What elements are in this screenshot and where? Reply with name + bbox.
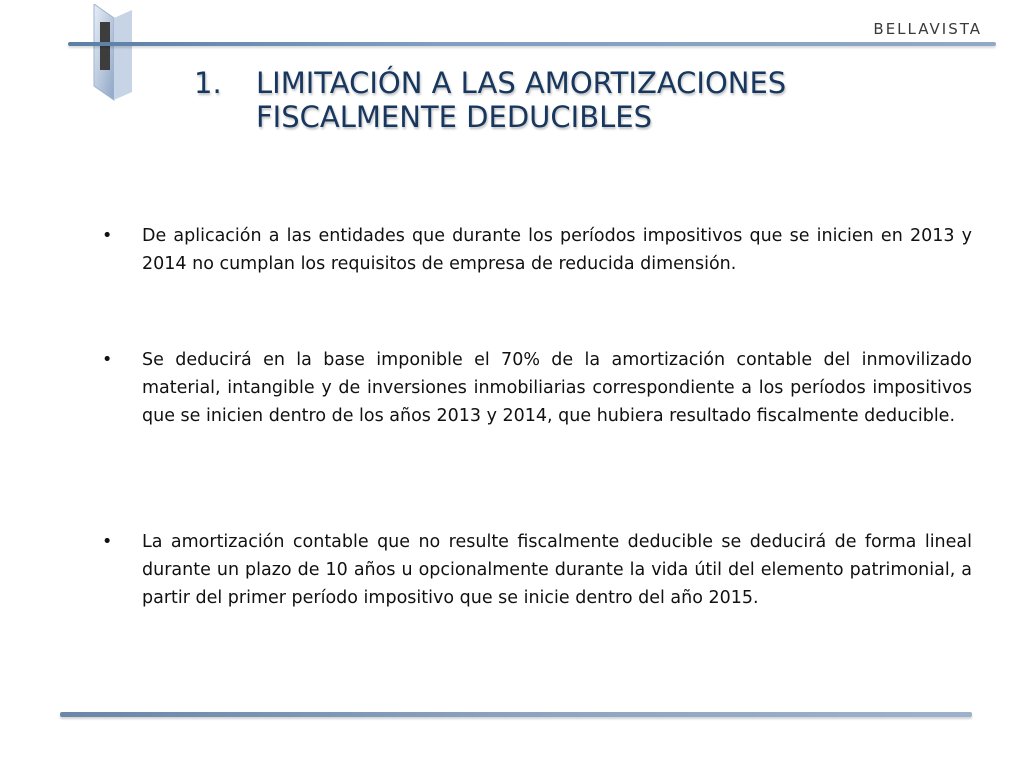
brand-name: BELLAVISTA (873, 20, 982, 38)
bullet-text: De aplicación a las entidades que durante los períodos impositivos que se inicien en 2013 y 2014 no cumplan los requisitos de empresa de reducida dimensión. (142, 226, 972, 274)
bullet-text: Se deducirá en la base imponible el 70% de la amortización contable del inmovilizado material, intangible y de inversiones inmobiliarias correspondiente a los períodos impositivos que se inicien dentro de los años 2013 y 2014, que hubiera resultado fiscalmente deducible. (142, 350, 972, 426)
top-rule (68, 42, 996, 46)
bullet-text: La amortización contable que no resulte fiscalmente deducible se deducirá de forma lineal durante un plazo de 10 años u opcionalmente durante la vida útil del elemento patrimonial, a partir del primer período impositivo que se inicie dentro del año 2015. (142, 532, 972, 608)
slide-title (194, 66, 954, 134)
bullet-item (100, 222, 972, 278)
bullet-marker: • (102, 532, 113, 552)
title-line-1: LIMITACIÓN A LAS AMORTIZACIONES (256, 66, 787, 100)
bellavista-logo-icon (88, 4, 138, 102)
bullet-marker: • (102, 350, 113, 370)
bullet-item (100, 528, 972, 612)
bottom-rule (60, 712, 972, 717)
title-number: 1. (194, 66, 222, 100)
title-line-2: FISCALMENTE DEDUCIBLES (256, 100, 652, 134)
bullet-marker: • (102, 226, 113, 246)
bullet-item (100, 346, 972, 430)
